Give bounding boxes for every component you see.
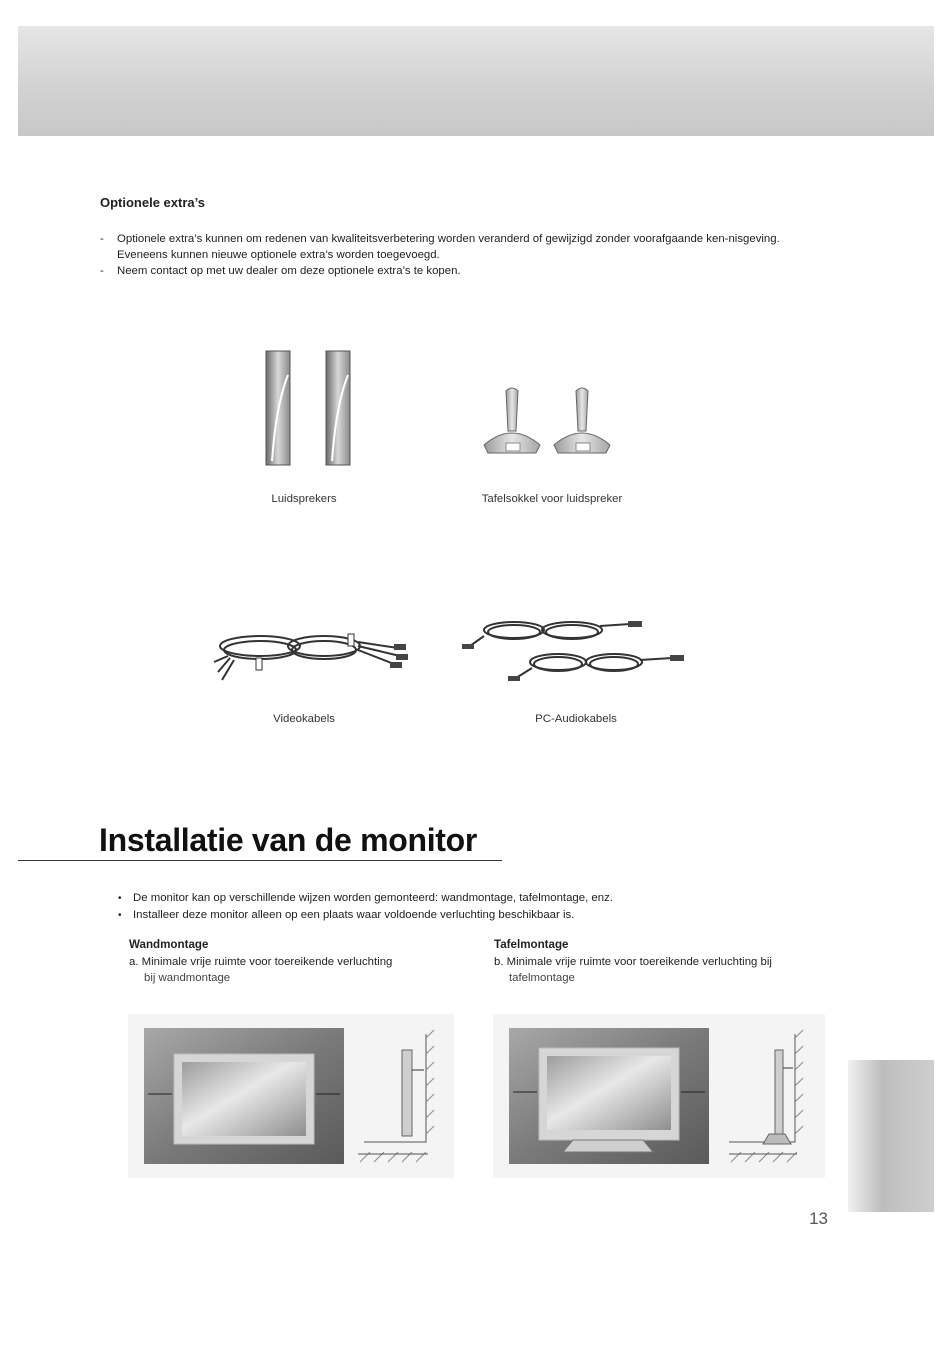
speaker-stand-image bbox=[478, 385, 618, 457]
heading-divider bbox=[18, 860, 502, 861]
installation-title: Installatie van de monitor bbox=[99, 822, 478, 858]
page-number: 13 bbox=[809, 1209, 828, 1228]
video-cables-caption: Videokabels bbox=[273, 713, 335, 725]
list-item: - Neem contact op met uw dealer om deze optionele extra’s te kopen. bbox=[100, 263, 830, 279]
table-mount-figure bbox=[493, 1014, 825, 1178]
optional-extras-list bbox=[100, 231, 830, 279]
table-mount-desc: b. Minimale vrije ruimte voor toereikende verluchting bij bbox=[494, 956, 772, 968]
wall-mount-title: Wandmontage bbox=[129, 938, 209, 951]
pc-audio-cables-image bbox=[462, 612, 692, 690]
wall-mount-desc-cont: bij wandmontage bbox=[144, 972, 231, 984]
table-mount-desc-cont: tafelmontage bbox=[509, 972, 575, 984]
speakers-image bbox=[262, 345, 354, 470]
pc-audio-cables-caption: PC-Audiokabels bbox=[535, 713, 617, 725]
video-cables-image bbox=[208, 620, 416, 690]
header-band bbox=[18, 26, 934, 136]
table-mount-section bbox=[494, 938, 834, 986]
installation-list bbox=[118, 890, 818, 924]
list-item: • De monitor kan op verschillende wijzen worden gemonteerd: wandmontage, tafelmontage, enz. bbox=[118, 890, 818, 907]
section-heading: Optionele extra’s bbox=[100, 195, 205, 210]
speakers-caption: Luidsprekers bbox=[271, 493, 337, 505]
speaker-stand-caption: Tafelsokkel voor luidspreker bbox=[481, 493, 623, 505]
wall-mount-section bbox=[129, 938, 469, 986]
table-mount-title: Tafelmontage bbox=[494, 938, 569, 951]
wall-mount-figure bbox=[128, 1014, 454, 1178]
wall-mount-desc: a. Minimale vrije ruimte voor toereikende verluchting bbox=[129, 956, 393, 968]
list-item: - Optionele extra’s kunnen om redenen van kwaliteitsverbetering worden veranderd of gewijzigd zonder voorafgaande ken-nisgeving. Eveneens kunnen nieuwe optionele extra’s worden toegevoegd. bbox=[100, 231, 830, 263]
list-item: • Installeer deze monitor alleen op een plaats waar voldoende verluchting beschikbaar is. bbox=[118, 907, 818, 924]
side-tab bbox=[848, 1060, 934, 1212]
